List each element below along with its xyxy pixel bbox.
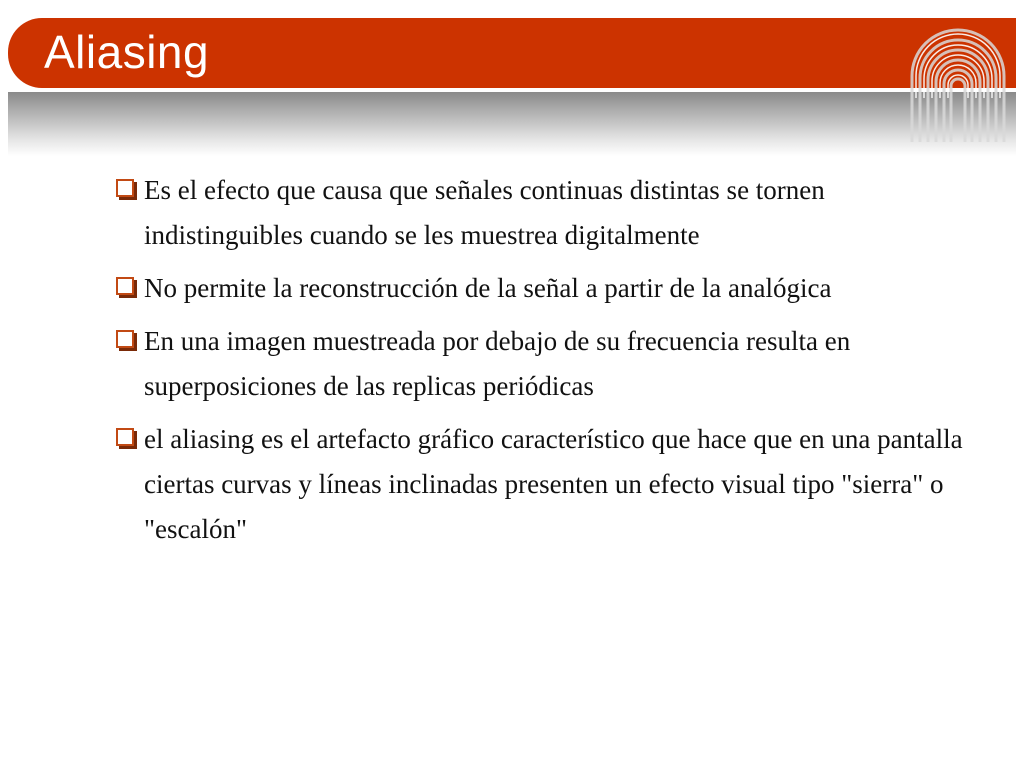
bullet-text: No permite la reconstrucción de la señal a partir de la analógica [144,273,832,303]
square-bullet-icon [116,277,134,295]
bullet-list [114,168,974,560]
square-bullet-icon [116,330,134,348]
bullet-text: En una imagen muestreada por debajo de su frecuencia resulta en superposiciones de las replicas periódicas [144,326,851,401]
header-shadow-band [8,92,1016,156]
university-logo-icon [906,18,1010,142]
bullet-item [114,266,974,311]
bullet-text: Es el efecto que causa que señales continuas distintas se tornen indistinguibles cuando se les muestrea digitalmente [144,175,825,250]
square-bullet-icon [116,428,134,446]
bullet-item [114,168,974,258]
bullet-text: el aliasing es el artefacto gráfico característico que hace que en una pantalla ciertas curvas y líneas inclinadas presenten un efecto visual tipo "sierra" o "escalón" [144,424,963,544]
slide-title: Aliasing [44,26,210,78]
square-bullet-icon [116,179,134,197]
bullet-item [114,319,974,409]
title-bar [8,18,1016,88]
bullet-item [114,417,974,552]
